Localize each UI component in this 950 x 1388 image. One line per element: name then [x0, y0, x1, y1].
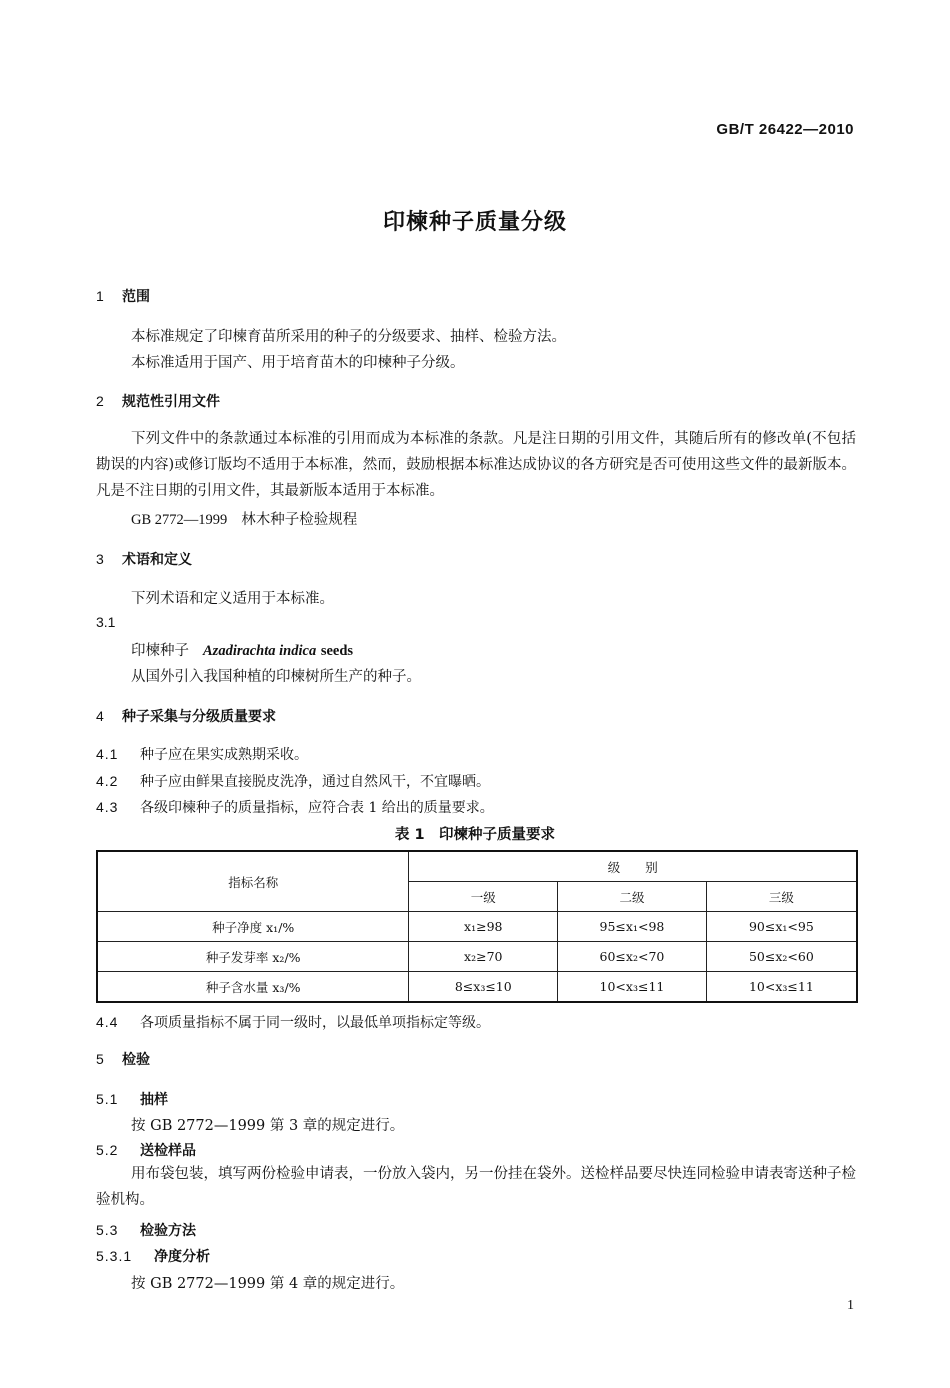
clause-number: 4.1: [96, 746, 119, 762]
reference-code: GB 2772—1999: [131, 512, 228, 528]
clause-title: 检验方法: [140, 1223, 196, 1239]
clause-number: 5.1: [96, 1091, 119, 1107]
cell-grade-3: 50≤x₂<60: [706, 942, 857, 972]
header-grade: 级 别: [409, 851, 857, 882]
clause-4-4: [96, 1012, 490, 1032]
section-1-heading: [96, 286, 150, 306]
quality-table: [96, 850, 858, 1003]
term-english: seeds: [320, 643, 354, 659]
clause-4-3: [96, 797, 494, 817]
term-latin: Azadirachta indica: [203, 643, 317, 659]
clause-5-3-1-heading: [96, 1246, 210, 1266]
clause-title: 抽样: [140, 1092, 168, 1108]
reference-title: 林木种子检验规程: [241, 512, 358, 528]
clause-title: 送检样品: [140, 1143, 196, 1159]
clause-number: 4.2: [96, 773, 119, 789]
clause-number: 5.2: [96, 1142, 119, 1158]
cell-grade-3: 90≤x₁<95: [706, 912, 857, 942]
clause-number: 3.1: [96, 614, 116, 630]
header-grade-3: 三级: [706, 882, 857, 912]
section-4-heading: [96, 706, 276, 726]
clause-5-2-heading: [96, 1140, 196, 1160]
clause-5-1-heading: [96, 1089, 168, 1109]
table-row: [97, 972, 857, 1003]
section-title: 检验: [122, 1052, 150, 1068]
clause-text: 各项质量指标不属于同一级时，以最低单项指标定等级。: [140, 1015, 490, 1031]
row-name: 种子净度 x₁/%: [97, 912, 409, 942]
clause-text: 种子应在果实成熟期采收。: [140, 747, 308, 763]
header-grade-2: 二级: [558, 882, 707, 912]
header-indicator-name: 指标名称: [97, 851, 409, 912]
section-2-heading: [96, 391, 220, 411]
header-grade-1: 一级: [409, 882, 558, 912]
page-number: 1: [847, 1298, 854, 1313]
clause-4-2: [96, 771, 490, 791]
row-name: 种子含水量 x₃/%: [97, 972, 409, 1003]
table-caption: 表 1 印楝种子质量要求: [394, 827, 556, 843]
paragraph: 用布袋包装，填写两份检验申请表，一份放入袋内，另一份挂在袋外。送检样品要尽快连同检验申请表寄送种子检验机构。: [96, 1166, 856, 1208]
cell-grade-3: 10<x₃≤11: [706, 972, 857, 1003]
cell-grade-1: x₂≥70: [409, 942, 558, 972]
clause-number: 5.3.1: [96, 1248, 133, 1264]
section-number: 2: [96, 393, 104, 409]
clause-4-1: [96, 744, 308, 764]
cell-grade-2: 10<x₃≤11: [558, 972, 707, 1003]
term-entry: [131, 639, 353, 660]
section-3-heading: [96, 549, 192, 569]
clause-text: 种子应由鲜果直接脱皮洗净，通过自然风干，不宜曝晒。: [140, 774, 490, 790]
table-row: [97, 912, 857, 942]
section-title: 范围: [122, 289, 150, 305]
section-title: 种子采集与分级质量要求: [122, 709, 276, 725]
section-number: 4: [96, 708, 104, 724]
section-title: 术语和定义: [122, 552, 192, 568]
cell-grade-2: 95≤x₁<98: [558, 912, 707, 942]
cell-grade-1: 8≤x₃≤10: [409, 972, 558, 1003]
paragraph: 下列文件中的条款通过本标准的引用而成为本标准的条款。凡是注日期的引用文件，其随后所有的修改单(不包括勘误的内容)或修订版均不适用于本标准，然而，鼓励根据本标准达成协议的各方研究是否可使用这些文件的最新版本。凡是不注日期的引用文件，其最新版本适用于本标准。: [96, 431, 856, 499]
cell-grade-1: x₁≥98: [409, 912, 558, 942]
clause-5-3-heading: [96, 1220, 196, 1240]
cell-grade-2: 60≤x₂<70: [558, 942, 707, 972]
page-title: 印楝种子质量分级: [382, 210, 567, 235]
paragraph: 下列术语和定义适用于本标准。: [131, 591, 334, 607]
paragraph: 按 GB 2772—1999 第 3 章的规定进行。: [131, 1118, 405, 1134]
row-name: 种子发芽率 x₂/%: [97, 942, 409, 972]
standard-number: GB/T 26422—2010: [716, 121, 854, 138]
clause-number: 4.3: [96, 799, 119, 815]
term-definition: 从国外引入我国种植的印楝树所生产的种子。: [131, 669, 421, 685]
paragraph: 本标准适用于国产、用于培育苗木的印楝种子分级。: [131, 355, 465, 371]
paragraph: 本标准规定了印楝育苗所采用的种子的分级要求、抽样、检验方法。: [131, 329, 566, 345]
paragraph: 按 GB 2772—1999 第 4 章的规定进行。: [131, 1276, 405, 1292]
clause-title: 净度分析: [154, 1249, 210, 1265]
normative-reference: [131, 508, 357, 529]
clause-number: 4.4: [96, 1014, 119, 1030]
section-number: 5: [96, 1051, 104, 1067]
term-chinese: 印楝种子: [131, 643, 189, 659]
section-number: 3: [96, 551, 104, 567]
table-header-row: [97, 851, 857, 882]
section-title: 规范性引用文件: [122, 394, 220, 410]
clause-number: 5.3: [96, 1222, 119, 1238]
section-5-heading: [96, 1049, 150, 1069]
table-row: [97, 942, 857, 972]
section-number: 1: [96, 288, 104, 304]
clause-text: 各级印楝种子的质量指标，应符合表 1 给出的质量要求。: [140, 800, 494, 816]
